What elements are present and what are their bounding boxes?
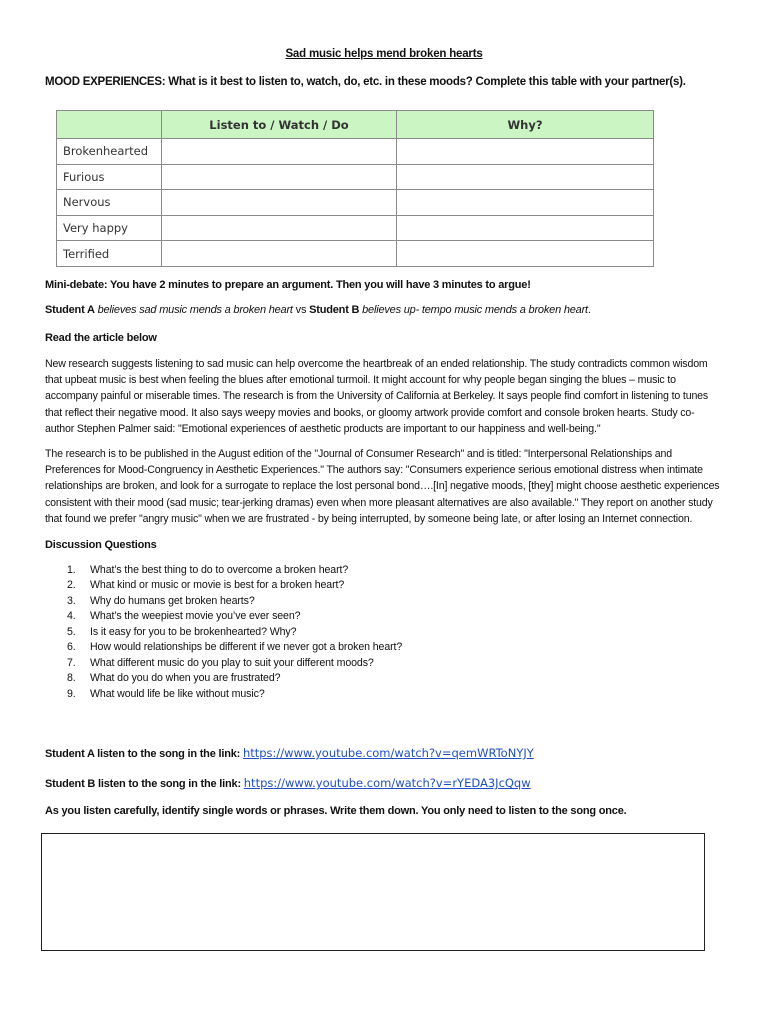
student-a-song-line (45, 746, 534, 760)
student-b-song-label: Student B listen to the song in the link: (45, 778, 244, 790)
why-cell[interactable] (397, 190, 654, 216)
question-text: Is it easy for you to be brokenhearted? Why? (90, 625, 297, 638)
mood-label: Terrified (57, 241, 162, 267)
student-b-label: Student B (309, 304, 360, 316)
discussion-questions-list (45, 563, 402, 702)
listen-cell[interactable] (162, 190, 397, 216)
mood-experiences-heading: MOOD EXPERIENCES: What is it best to listen to, watch, do, etc. in these moods? Complete this table with your partner(s). (45, 76, 686, 88)
student-a-position: believes sad music mends a broken heart (97, 304, 293, 316)
question-number: 4. (67, 610, 76, 623)
list-item (45, 656, 402, 671)
student-b-song-line (45, 776, 531, 790)
list-item (45, 671, 402, 686)
mood-label: Furious (57, 164, 162, 190)
student-b-position: believes up- tempo music mends a broken heart (362, 304, 588, 316)
question-number: 3. (67, 594, 76, 607)
question-text: What do you do when you are frustrated? (90, 672, 281, 685)
sentence-end: . (587, 304, 591, 316)
article-line: that reflect their negative mood. It also says weepy movies and books, or gloomy artwork provide comfort and console broken hearts. Study co- (45, 406, 695, 419)
mood-table (56, 110, 654, 267)
student-positions-line (45, 304, 591, 316)
table-row (57, 139, 654, 165)
question-text: What’s the best thing to do to overcome a broken heart? (90, 564, 349, 576)
mood-label: Brokenhearted (57, 139, 162, 165)
question-text: What kind or music or movie is best for a broken heart? (90, 579, 345, 592)
question-number: 2. (67, 579, 76, 592)
article-line: author Stephen Palmer said: "Emotional experiences of aesthetic products are important to our happiness and well-being." (45, 422, 601, 435)
article-paragraph-2 (45, 446, 725, 527)
why-cell[interactable] (397, 139, 654, 165)
listen-cell[interactable] (162, 241, 397, 267)
student-a-song-link[interactable]: https://www.youtube.com/watch?v=qemWRToNYJY (242, 746, 534, 760)
question-text: What different music do you play to suit your different moods? (90, 656, 374, 669)
why-cell[interactable] (397, 215, 654, 241)
question-number: 6. (67, 641, 76, 654)
answer-writing-box[interactable] (41, 833, 705, 951)
question-number: 5. (67, 625, 76, 638)
student-b-song-link[interactable]: https://www.youtube.com/watch?v=rYEDA3JcQqw (243, 776, 531, 790)
article-line: The research is to be published in the August edition of the "Journal of Consumer Research" and is titled: "Interpersonal Relationships and (45, 448, 673, 460)
mood-label: Nervous (57, 190, 162, 216)
mood-label: Very happy (57, 215, 162, 241)
article-line: Preferences for Mood-Congruency in Aesthetic Experiences." The authors say: "Consumers experience serious emotional distress when intimate (45, 464, 703, 477)
list-item (45, 578, 402, 593)
worksheet-title: Sad music helps mend broken hearts (285, 48, 483, 60)
question-text: What’s the weepiest movie you’ve ever seen? (90, 610, 301, 623)
article-line: accompany painful or miserable times. The research is from the University of California at Berkeley. It says people find comfort in listening to tunes (45, 390, 709, 403)
listen-cell[interactable] (162, 139, 397, 165)
table-row (57, 190, 654, 216)
why-cell[interactable] (397, 164, 654, 190)
article-paragraph-1 (45, 356, 725, 437)
listen-cell[interactable] (162, 215, 397, 241)
question-number: 1. (67, 564, 76, 576)
mood-table-header-blank (57, 111, 162, 139)
article-line: that upbeat music is best when feeling the blues after emotional turmoil. It might account for why people began singing the blues – music to (45, 374, 676, 387)
listen-instruction: As you listen carefully, identify single words or phrases. Write them down. You only need to listen to the song once. (45, 805, 627, 817)
table-row (57, 215, 654, 241)
mood-table-header-why: Why? (397, 111, 654, 139)
list-item (45, 594, 402, 609)
table-row (57, 164, 654, 190)
mini-debate-instruction: Mini-debate: You have 2 minutes to prepare an argument. Then you will have 3 minutes to argue! (45, 279, 531, 291)
table-row (57, 241, 654, 267)
mood-table-header-row (57, 111, 654, 139)
question-number: 9. (67, 687, 76, 700)
question-number: 7. (67, 656, 76, 669)
article-line: New research suggests listening to sad music can help overcome the heartbreak of an ended relationship. The study contradicts common wisdom (45, 358, 708, 370)
listen-cell[interactable] (162, 164, 397, 190)
list-item (45, 687, 402, 702)
list-item (45, 625, 402, 640)
list-item (45, 563, 402, 578)
student-a-song-label: Student A listen to the song in the link: (45, 748, 243, 760)
article-line: relationships are broken, and look for a surrogate to replace the lost personal bond….[In] negative moods, [they] might choose aesthetic experiences (45, 480, 720, 493)
versus-text: vs (295, 304, 307, 316)
question-number: 8. (67, 672, 76, 685)
mood-table-header-listen: Listen to / Watch / Do (162, 111, 397, 139)
question-text: How would relationships be different if we never got a broken heart? (90, 641, 403, 654)
question-text: Why do humans get broken hearts? (90, 594, 255, 607)
article-line: consistent with their mood (sad music; tear-jerking dramas) even when more pleasant alternatives are also available." They report on another study (45, 496, 713, 509)
read-article-heading: Read the article below (45, 332, 157, 344)
list-item (45, 609, 402, 624)
student-a-label: Student A (45, 304, 95, 316)
list-item (45, 640, 402, 655)
discussion-questions-heading: Discussion Questions (45, 539, 157, 551)
question-text: What would life be like without music? (90, 687, 265, 700)
article-line: that found we prefer "angry music" when we are frustrated - by being interrupted, by someone being late, or after losing an Internet connection. (45, 512, 693, 525)
why-cell[interactable] (397, 241, 654, 267)
